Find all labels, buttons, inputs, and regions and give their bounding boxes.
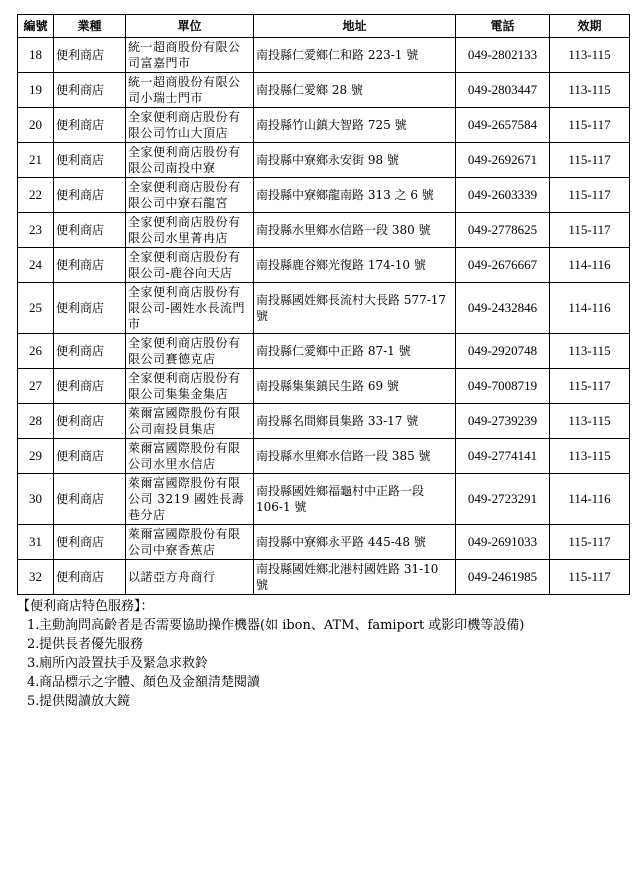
note-index: 4.: [27, 675, 40, 690]
header-no: 編號: [18, 15, 54, 38]
table-row: [18, 73, 630, 108]
cell-type: 便利商店: [54, 178, 126, 213]
cell-phone: 049-2723291: [456, 474, 550, 525]
cell-unit: 全家便利商店股份有限公司竹山大頂店: [126, 108, 254, 143]
table-row: [18, 525, 630, 560]
cell-type: 便利商店: [54, 404, 126, 439]
cell-no: 22: [18, 178, 54, 213]
cell-unit: 萊爾富國際股份有限公司 3219 國姓長壽巷分店: [126, 474, 254, 525]
cell-unit: 全家便利商店股份有限公司南投中寮: [126, 143, 254, 178]
cell-no: 20: [18, 108, 54, 143]
cell-address: 南投縣中寮鄉永安街 98 號: [254, 143, 456, 178]
cell-no: 28: [18, 404, 54, 439]
cell-period: 115-117: [550, 369, 630, 404]
cell-phone: 049-7008719: [456, 369, 550, 404]
table-row: [18, 213, 630, 248]
note-item: [27, 692, 629, 711]
note-index: 1.: [27, 618, 40, 633]
cell-period: 115-117: [550, 108, 630, 143]
table-row: [18, 283, 630, 334]
table-row: [18, 248, 630, 283]
cell-type: 便利商店: [54, 369, 126, 404]
header-unit: 單位: [126, 15, 254, 38]
cell-address: 南投縣國姓鄉福龜村中正路一段 106-1 號: [254, 474, 456, 525]
table-body: [18, 38, 630, 595]
cell-period: 113-115: [550, 73, 630, 108]
table-row: [18, 560, 630, 595]
cell-type: 便利商店: [54, 560, 126, 595]
cell-no: 27: [18, 369, 54, 404]
cell-type: 便利商店: [54, 334, 126, 369]
cell-address: 南投縣名間鄉員集路 33-17 號: [254, 404, 456, 439]
cell-phone: 049-2432846: [456, 283, 550, 334]
cell-address: 南投縣竹山鎮大智路 725 號: [254, 108, 456, 143]
cell-phone: 049-2657584: [456, 108, 550, 143]
cell-period: 113-115: [550, 334, 630, 369]
note-index: 3.: [27, 656, 40, 671]
cell-phone: 049-2778625: [456, 213, 550, 248]
note-index: 5.: [27, 694, 40, 709]
cell-unit: 以諾亞方舟商行: [126, 560, 254, 595]
cell-phone: 049-2461985: [456, 560, 550, 595]
cell-type: 便利商店: [54, 143, 126, 178]
cell-type: 便利商店: [54, 474, 126, 525]
cell-unit: 萊爾富國際股份有限公司南投員集店: [126, 404, 254, 439]
cell-type: 便利商店: [54, 439, 126, 474]
cell-address: 南投縣國姓鄉長流村大長路 577-17 號: [254, 283, 456, 334]
cell-period: 115-117: [550, 143, 630, 178]
cell-period: 115-117: [550, 525, 630, 560]
cell-type: 便利商店: [54, 38, 126, 73]
cell-period: 114-116: [550, 283, 630, 334]
cell-type: 便利商店: [54, 248, 126, 283]
table-row: [18, 404, 630, 439]
cell-no: 29: [18, 439, 54, 474]
cell-no: 26: [18, 334, 54, 369]
cell-unit: 統一超商股份有限公司小瑞士門市: [126, 73, 254, 108]
table-row: [18, 178, 630, 213]
note-item: [27, 616, 629, 635]
note-text: 廁所內設置扶手及緊急求救鈴: [39, 656, 209, 671]
header-period: 效期: [550, 15, 630, 38]
cell-address: 南投縣國姓鄉北港村國姓路 31-10 號: [254, 560, 456, 595]
cell-phone: 049-2802133: [456, 38, 550, 73]
cell-phone: 049-2691033: [456, 525, 550, 560]
cell-type: 便利商店: [54, 213, 126, 248]
cell-period: 115-117: [550, 178, 630, 213]
cell-phone: 049-2920748: [456, 334, 550, 369]
header-address: 地址: [254, 15, 456, 38]
table-row: [18, 439, 630, 474]
cell-unit: 全家便利商店股份有限公司水里菁冉店: [126, 213, 254, 248]
document-page: [17, 14, 629, 711]
cell-unit: 全家便利商店股份有限公司-國姓水長流門市: [126, 283, 254, 334]
notes-list: [17, 616, 629, 711]
cell-phone: 049-2774141: [456, 439, 550, 474]
store-table: [17, 14, 630, 595]
note-text: 提供閱讀放大鏡: [39, 694, 131, 709]
cell-no: 18: [18, 38, 54, 73]
cell-type: 便利商店: [54, 73, 126, 108]
table-row: [18, 474, 630, 525]
cell-phone: 049-2803447: [456, 73, 550, 108]
cell-unit: 全家便利商店股份有限公司集集金集店: [126, 369, 254, 404]
cell-unit: 萊爾富國際股份有限公司水里水信店: [126, 439, 254, 474]
header-phone: 電話: [456, 15, 550, 38]
cell-address: 南投縣仁愛鄉 28 號: [254, 73, 456, 108]
cell-phone: 049-2739239: [456, 404, 550, 439]
cell-unit: 統一超商股份有限公司富嘉門市: [126, 38, 254, 73]
cell-period: 114-116: [550, 474, 630, 525]
cell-no: 19: [18, 73, 54, 108]
note-text: 商品標示之字體、顏色及金額清楚閱讀: [39, 675, 261, 690]
table-row: [18, 143, 630, 178]
cell-phone: 049-2603339: [456, 178, 550, 213]
cell-address: 南投縣中寮鄉龍南路 313 之 6 號: [254, 178, 456, 213]
cell-unit: 全家便利商店股份有限公司賽德克店: [126, 334, 254, 369]
services-notes: [17, 597, 629, 711]
cell-no: 25: [18, 283, 54, 334]
cell-address: 南投縣仁愛鄉中正路 87-1 號: [254, 334, 456, 369]
cell-phone: 049-2692671: [456, 143, 550, 178]
cell-no: 30: [18, 474, 54, 525]
cell-address: 南投縣中寮鄉永平路 445-48 號: [254, 525, 456, 560]
cell-type: 便利商店: [54, 283, 126, 334]
cell-period: 115-117: [550, 560, 630, 595]
table-row: [18, 334, 630, 369]
cell-type: 便利商店: [54, 108, 126, 143]
cell-no: 23: [18, 213, 54, 248]
cell-period: 113-115: [550, 404, 630, 439]
cell-type: 便利商店: [54, 525, 126, 560]
cell-period: 114-116: [550, 248, 630, 283]
cell-no: 31: [18, 525, 54, 560]
cell-address: 南投縣水里鄉水信路一段 380 號: [254, 213, 456, 248]
note-item: [27, 673, 629, 692]
table-row: [18, 38, 630, 73]
notes-title: 【便利商店特色服務】：: [17, 599, 154, 614]
cell-unit: 全家便利商店股份有限公司-鹿谷向天店: [126, 248, 254, 283]
cell-no: 24: [18, 248, 54, 283]
cell-address: 南投縣鹿谷鄉光復路 174-10 號: [254, 248, 456, 283]
cell-period: 113-115: [550, 38, 630, 73]
cell-unit: 萊爾富國際股份有限公司中寮香蕉店: [126, 525, 254, 560]
cell-address: 南投縣水里鄉水信路一段 385 號: [254, 439, 456, 474]
cell-period: 113-115: [550, 439, 630, 474]
cell-no: 32: [18, 560, 54, 595]
table-row: [18, 108, 630, 143]
cell-no: 21: [18, 143, 54, 178]
cell-period: 115-117: [550, 213, 630, 248]
header-type: 業種: [54, 15, 126, 38]
table-row: [18, 369, 630, 404]
cell-address: 南投縣仁愛鄉仁和路 223-1 號: [254, 38, 456, 73]
table-header-row: [18, 15, 630, 38]
note-item: [27, 654, 629, 673]
note-text: 提供長者優先服務: [39, 637, 144, 652]
cell-phone: 049-2676667: [456, 248, 550, 283]
note-text: 主動詢問高齡者是否需要協助操作機器(如 ibon、ATM、famiport 或影印機等設備): [39, 618, 525, 633]
cell-unit: 全家便利商店股份有限公司中寮石龍宮: [126, 178, 254, 213]
note-item: [27, 635, 629, 654]
note-index: 2.: [27, 637, 40, 652]
cell-address: 南投縣集集鎮民生路 69 號: [254, 369, 456, 404]
